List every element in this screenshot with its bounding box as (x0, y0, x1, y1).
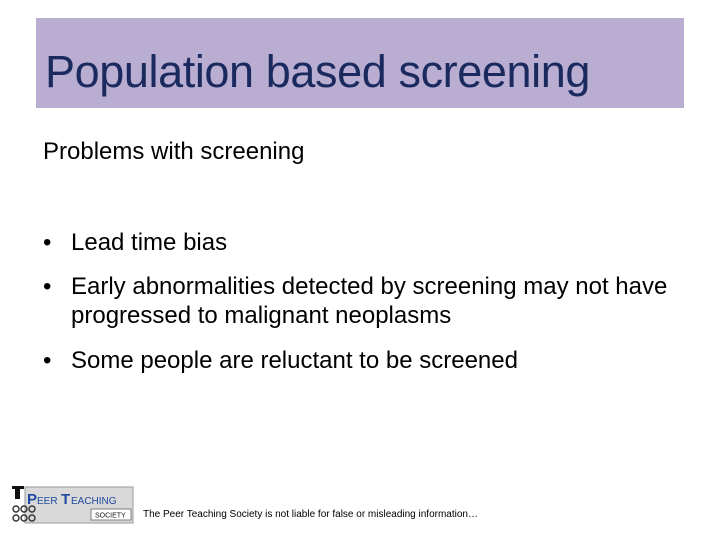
peer-teaching-society-logo (11, 483, 135, 525)
slide-title: Population based screening (45, 46, 591, 97)
bullet-text: Some people are reluctant to be screened (71, 347, 518, 374)
bullet-list (43, 228, 693, 390)
svg-text:SOCIETY: SOCIETY (95, 512, 126, 520)
svg-text:EACHING: EACHING (71, 496, 117, 507)
bullet-text: Early abnormalities detected by screening may not have progressed to malignant neoplasms (71, 273, 668, 329)
svg-text:P: P (27, 491, 38, 508)
bullet-text: Lead time bias (71, 229, 228, 256)
slide-subtitle: Problems with screening (43, 138, 305, 165)
title-bar (36, 18, 684, 108)
bullet-marker: • (43, 273, 52, 300)
svg-text:T: T (61, 491, 71, 508)
bullet-marker: • (43, 229, 52, 256)
bullet-marker: • (43, 347, 52, 374)
bullet-item (43, 228, 693, 257)
footer-disclaimer: The Peer Teaching Society is not liable for false or misleading information… (143, 509, 478, 520)
svg-text:EER: EER (37, 496, 58, 507)
bullet-item (43, 346, 693, 375)
bullet-item (43, 272, 693, 330)
